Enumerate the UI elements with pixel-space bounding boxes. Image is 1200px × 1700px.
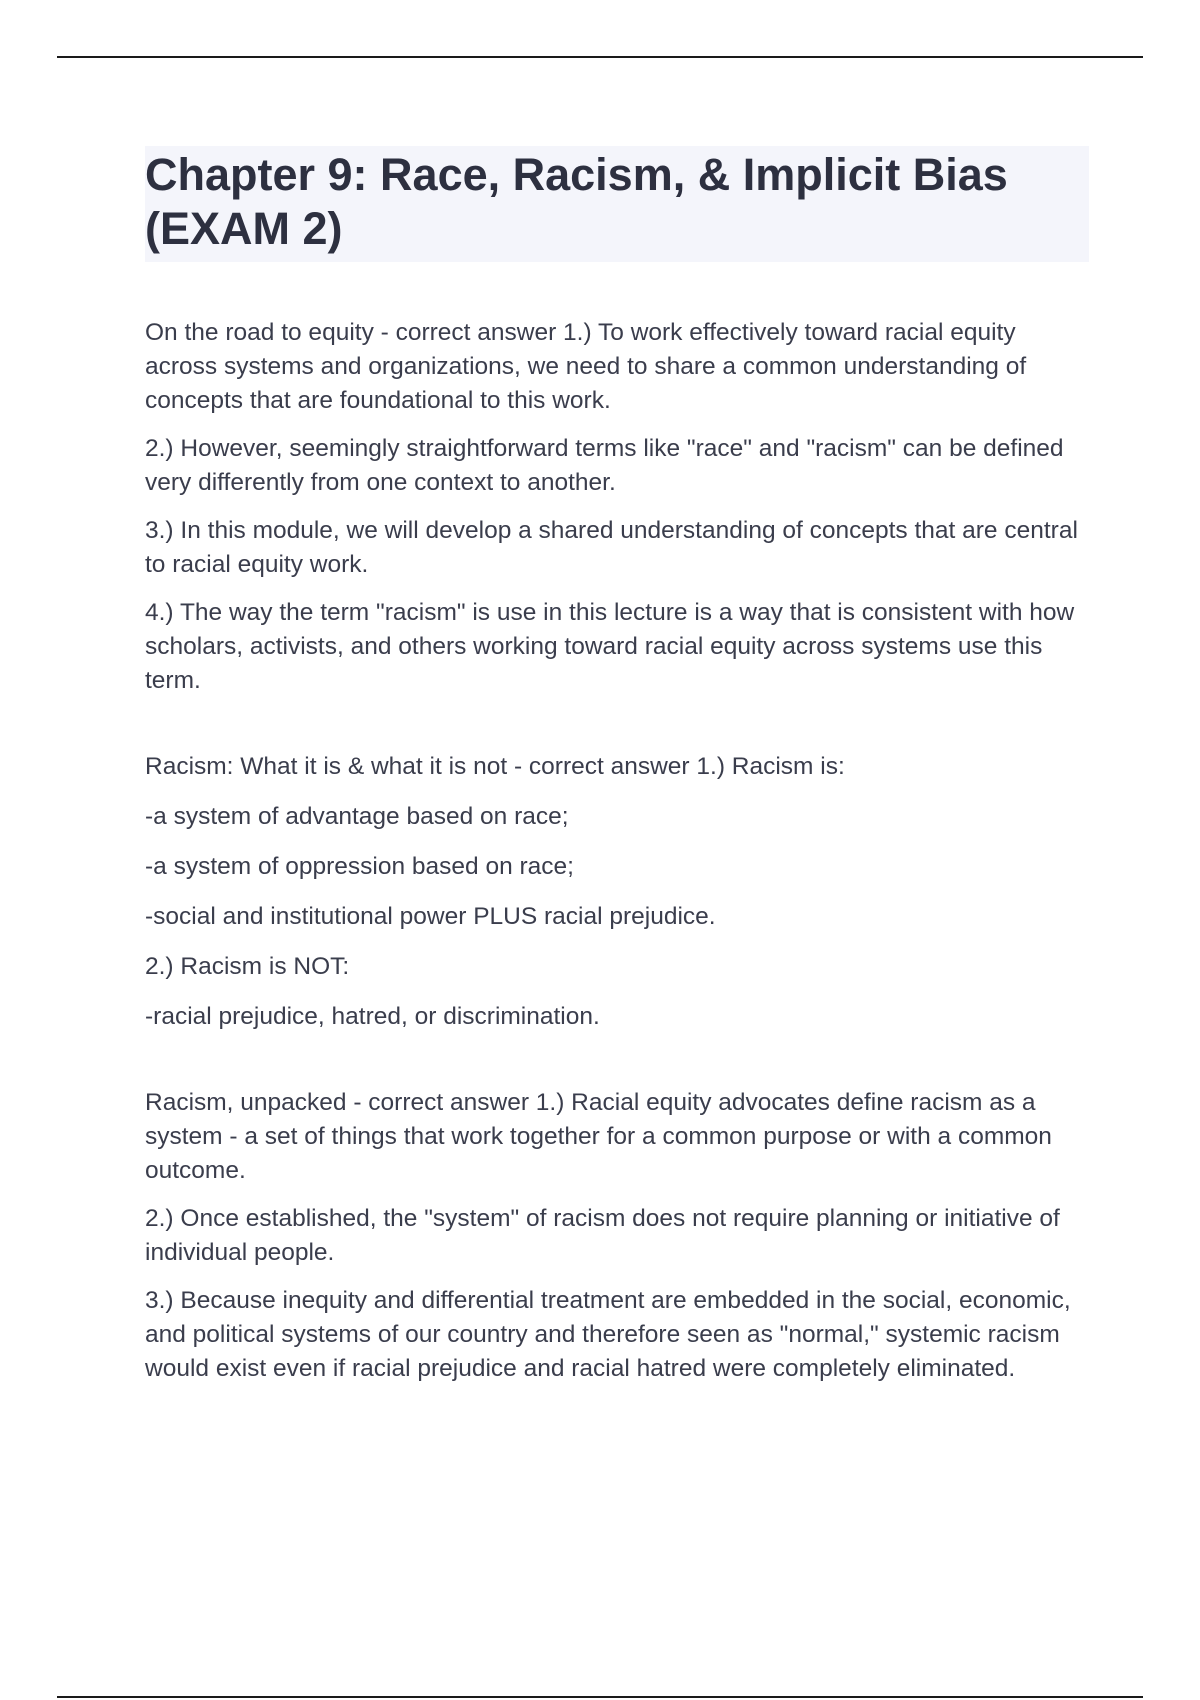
paragraph: 2.) However, seemingly straightforward terms like "race" and "racism" can be defined very differently from one context to another. bbox=[145, 435, 1064, 496]
list-item: -a system of advantage based on race; bbox=[145, 803, 569, 830]
list-item: -racial prejudice, hatred, or discrimination. bbox=[145, 1003, 600, 1030]
paragraph: 3.) In this module, we will develop a shared understanding of concepts that are central to racial equity work. bbox=[145, 517, 1078, 578]
list-item: -a system of oppression based on race; bbox=[145, 853, 574, 880]
title-block bbox=[145, 146, 1089, 262]
page-title: Chapter 9: Race, Racism, & Implicit Bias (EXAM 2) bbox=[145, 149, 1008, 254]
document-body bbox=[145, 146, 1089, 1438]
paragraph: On the road to equity - correct answer 1.) To work effectively toward racial equity across systems and organizations, we need to share a common understanding of concepts that are foundational to this work. bbox=[145, 319, 1027, 414]
paragraph: 4.) The way the term "racism" is use in this lecture is a way that is consistent with how scholars, activists, and others working toward racial equity across systems use this term. bbox=[145, 599, 1075, 694]
paragraph: 2.) Once established, the "system" of racism does not require planning or initiative of individual people. bbox=[145, 1205, 1060, 1266]
paragraph: Racism: What it is & what it is not - correct answer 1.) Racism is: bbox=[145, 753, 845, 780]
section-road-to-equity bbox=[145, 316, 1089, 698]
bottom-rule bbox=[57, 1696, 1143, 1698]
paragraph: 3.) Because inequity and differential treatment are embedded in the social, economic, and political systems of our country and therefore seen as "normal," systemic racism would exist even if racial prejudice and racial hatred were completely eliminated. bbox=[145, 1287, 1071, 1382]
paragraph: Racism, unpacked - correct answer 1.) Racial equity advocates define racism as a system - a set of things that work together for a common purpose or with a common outcome. bbox=[145, 1089, 1052, 1184]
paragraph: 2.) Racism is NOT: bbox=[145, 953, 350, 980]
list-item: -social and institutional power PLUS racial prejudice. bbox=[145, 903, 716, 930]
top-rule bbox=[57, 56, 1143, 58]
section-racism-unpacked bbox=[145, 1086, 1089, 1386]
section-racism-what-it-is bbox=[145, 750, 1089, 1034]
